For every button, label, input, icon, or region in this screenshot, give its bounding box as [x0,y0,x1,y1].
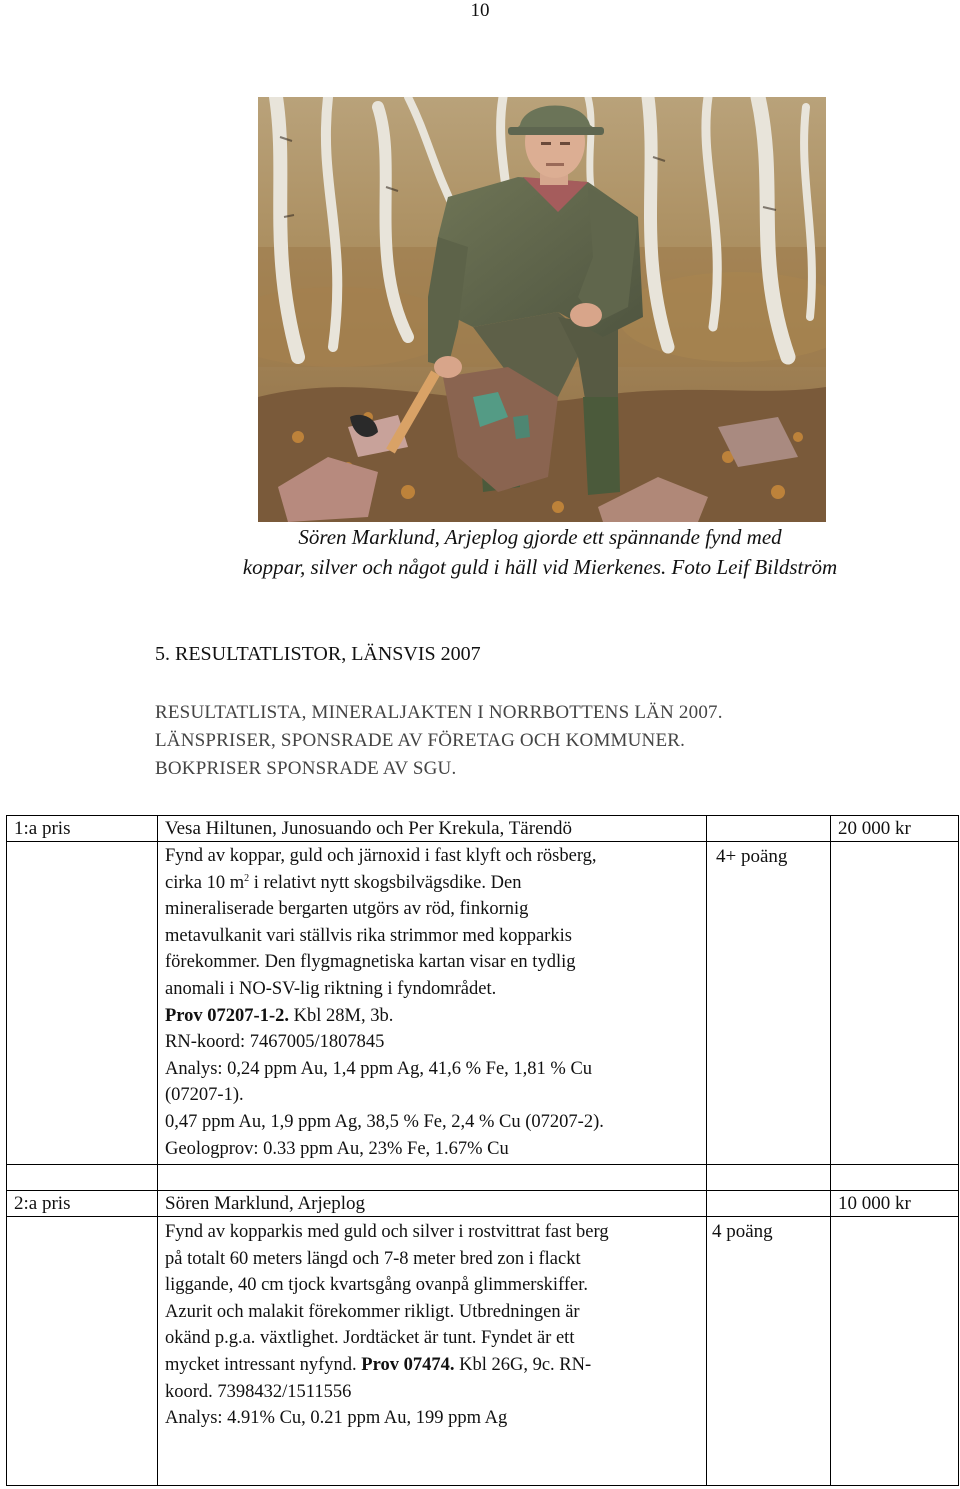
prize-1-rank: 1:a pris [14,818,71,839]
table-rule [6,841,959,842]
prize-2-line-8: Analys: 4.91% Cu, 0.21 ppm Au, 199 ppm Ag [165,1408,508,1429]
table-rule [6,1164,959,1165]
prize-2-line-6a: mycket intressant nyfynd. [165,1354,362,1375]
table-rule [6,1190,959,1191]
prize-2-amount: 10 000 kr [838,1193,911,1214]
table-rule [157,815,158,1486]
prize-1-prov-label: Prov 07207-1-2. [165,1005,289,1026]
section-subtitle-line-1: RESULTATLISTA, MINERALJAKTEN I NORRBOTTENS LÄN 2007. [155,702,723,723]
prize-1-points: 4+ poäng [716,846,788,867]
table-rule [6,1216,959,1217]
prize-1-description [165,843,705,1162]
prize-1-amount: 20 000 kr [838,818,911,839]
photo-illustration [258,97,826,522]
prize-2-line-3: liggande, 40 cm tjock kvartsgång ovanpå glimmerskiffer. [165,1275,588,1296]
photo-caption-line-2: koppar, silver och något guld i häll vid Mierkenes. Foto Leif Bildström [242,555,838,579]
prize-1-line-10: (07207-1). [165,1085,244,1106]
prize-2-line-2: på totalt 60 meters längd och 7-8 meter bred zon i flackt [165,1248,581,1269]
prize-1-line-6: anomali i NO-SV-lig riktning i fyndområdet. [165,978,497,999]
prize-1-winner: Vesa Hiltunen, Junosuando och Per Krekula, Tärendö [165,818,572,839]
prize-1-line-2 [165,870,705,897]
section-title: 5. RESULTATLISTOR, LÄNSVIS 2007 [155,643,481,665]
prize-2-description [165,1219,705,1432]
prize-2-line-1: Fynd av kopparkis med guld och silver i rostvittrat fast berg [165,1222,609,1242]
prize-1-line-2a: cirka 10 m [165,872,245,893]
prize-2-points: 4 poäng [712,1221,773,1242]
table-rule [6,815,7,1486]
prize-1-line-3: mineraliserade bergarten utgörs av röd, finkornig [165,899,529,920]
section-subtitle-line-3: BOKPRISER SPONSRADE AV SGU. [155,758,457,779]
table-rule [6,1485,959,1486]
section-subtitle-line-2: LÄNSPRISER, SPONSRADE AV FÖRETAG OCH KOMMUNER. [155,730,686,751]
photo-caption-line-1: Sören Marklund, Arjeplog gjorde ett spännande fynd med [298,525,782,549]
photo-prospector-with-rock [258,97,826,522]
prize-1-line-7 [165,1003,705,1030]
prize-2-line-5: okänd p.g.a. växtlighet. Jordtäcket är tunt. Fyndet är ett [165,1328,575,1349]
table-rule [6,815,959,816]
superscript-2: 2 [244,872,250,884]
prize-1-line-4: metavulkanit vari ställvis rika strimmor med kopparkis [165,925,572,946]
prize-1-line-12: Geologprov: 0.33 ppm Au, 23% Fe, 1.67% Cu [165,1138,509,1159]
prize-1-line-1: Fynd av koppar, guld och järnoxid i fast klyft och rösberg, [165,846,597,866]
prize-1-prov-rest: Kbl 28M, 3b. [289,1005,394,1026]
prize-1-line-11: 0,47 ppm Au, 1,9 ppm Ag, 38,5 % Fe, 2,4 % Cu (07207-2). [165,1111,604,1132]
table-rule [830,815,831,1486]
prize-2-line-4: Azurit och malakit förekommer rikligt. Utbredningen är [165,1301,580,1322]
prize-2-line-7: koord. 7398432/1511556 [165,1381,352,1402]
prize-2-prov-label: Prov 07474. [361,1354,455,1375]
table-rule [958,815,959,1486]
prize-1-line-9: Analys: 0,24 ppm Au, 1,4 ppm Ag, 41,6 % Fe, 1,81 % Cu [165,1058,593,1079]
prize-1-line-5: förekommer. Den flygmagnetiska kartan visar en tydlig [165,952,576,973]
prize-2-line-6 [165,1352,705,1379]
prize-1-line-8: RN-koord: 7467005/1807845 [165,1032,385,1053]
prize-2-line-6b: Kbl 26G, 9c. RN- [454,1354,592,1375]
prize-1-line-2b: i relativt nytt skogsbilvägsdike. Den [249,872,522,893]
table-rule [706,815,707,1486]
prize-2-winner: Sören Marklund, Arjeplog [165,1193,366,1214]
prize-2-rank: 2:a pris [14,1193,71,1214]
page-number: 10 [470,0,490,21]
